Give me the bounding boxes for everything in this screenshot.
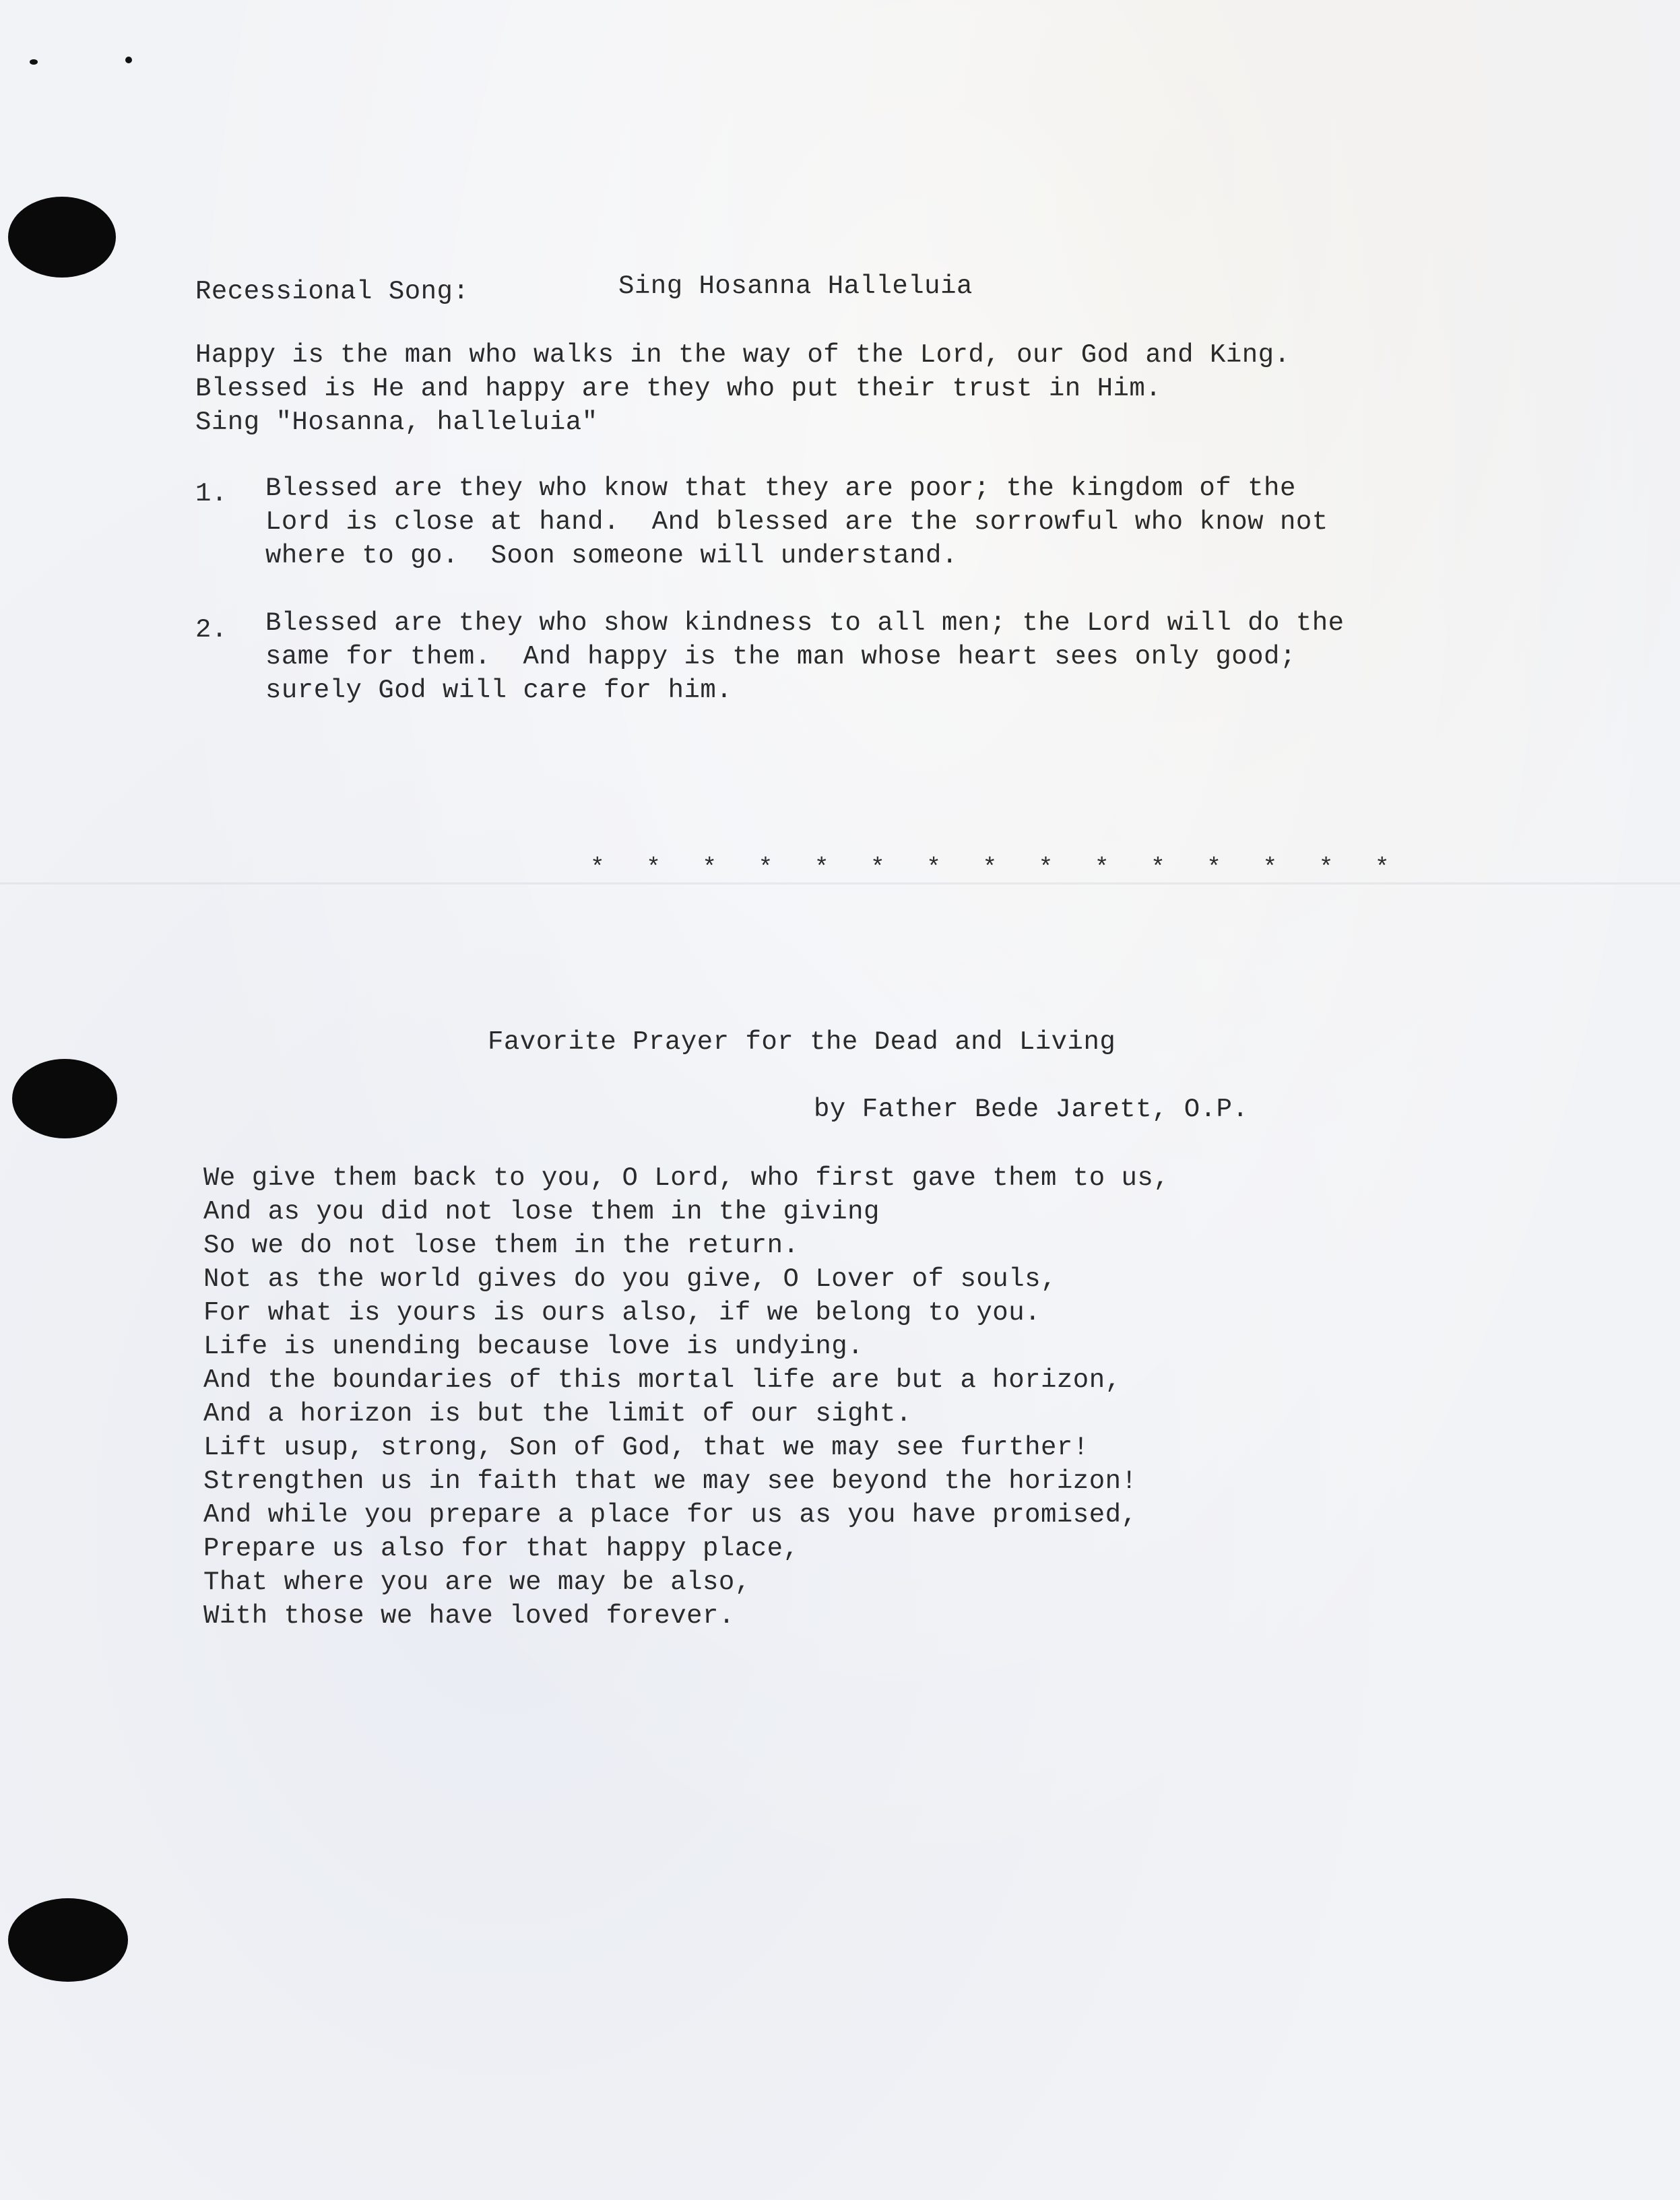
speck [30, 59, 38, 65]
verse-line: Blessed are they who know that they are poor; the kingdom of the [265, 474, 1296, 503]
verse-line: Lord is close at hand. And blessed are the sorrowful who know not [265, 507, 1328, 537]
verse-line: Blessed are they who show kindness to all men; the Lord will do the [265, 608, 1345, 638]
prayer-line: Lift usup, strong, Son of God, that we may see further! [203, 1433, 1089, 1462]
verse-number: 2. [195, 615, 228, 645]
prayer-line: Prepare us also for that happy place, [203, 1534, 800, 1563]
punch-hole-middle [12, 1059, 117, 1138]
speck [125, 57, 132, 63]
verse-number: 1. [195, 479, 228, 509]
prayer-line: And the boundaries of this mortal life are but a horizon, [203, 1365, 1122, 1395]
prayer-line: That where you are we may be also, [203, 1567, 751, 1597]
prayer-line: And a horizon is but the limit of our sight. [203, 1399, 912, 1429]
prayer-title: Favorite Prayer for the Dead and Living [488, 1027, 1116, 1057]
prayer-line: And as you did not lose them in the giving [203, 1197, 880, 1227]
prayer-line: We give them back to you, O Lord, who first gave them to us, [203, 1163, 1170, 1193]
prayer-line: For what is yours is ours also, if we belong to you. [203, 1298, 1041, 1328]
punch-hole-bottom [8, 1898, 128, 1982]
verse-line: surely God will care for him. [265, 676, 733, 705]
prayer-author: by Father Bede Jarett, O.P. [814, 1095, 1249, 1124]
punch-hole-top [8, 197, 116, 278]
asterisk-separator: * * * * * * * * * * * * * * * [590, 854, 1403, 882]
prayer-line: Strengthen us in faith that we may see beyond the horizon! [203, 1466, 1138, 1496]
paper-fold [0, 882, 1680, 884]
refrain-line: Happy is the man who walks in the way of the Lord, our God and King. [195, 340, 1291, 370]
prayer-line: Not as the world gives do you give, O Lover of souls, [203, 1264, 1057, 1294]
prayer-line: Life is unending because love is undying. [203, 1332, 864, 1361]
verse-line: same for them. And happy is the man whose heart sees only good; [265, 642, 1296, 672]
recessional-label: Recessional Song: [195, 277, 470, 306]
prayer-line: With those we have loved forever. [203, 1601, 735, 1631]
prayer-line: And while you prepare a place for us as you have promised, [203, 1500, 1138, 1530]
recessional-title: Sing Hosanna Halleluia [618, 271, 973, 301]
prayer-line: So we do not lose them in the return. [203, 1231, 800, 1260]
refrain-line: Blessed is He and happy are they who put their trust in Him. [195, 374, 1162, 403]
refrain-line: Sing "Hosanna, halleluia" [195, 408, 598, 437]
verse-line: where to go. Soon someone will understand. [265, 541, 958, 571]
